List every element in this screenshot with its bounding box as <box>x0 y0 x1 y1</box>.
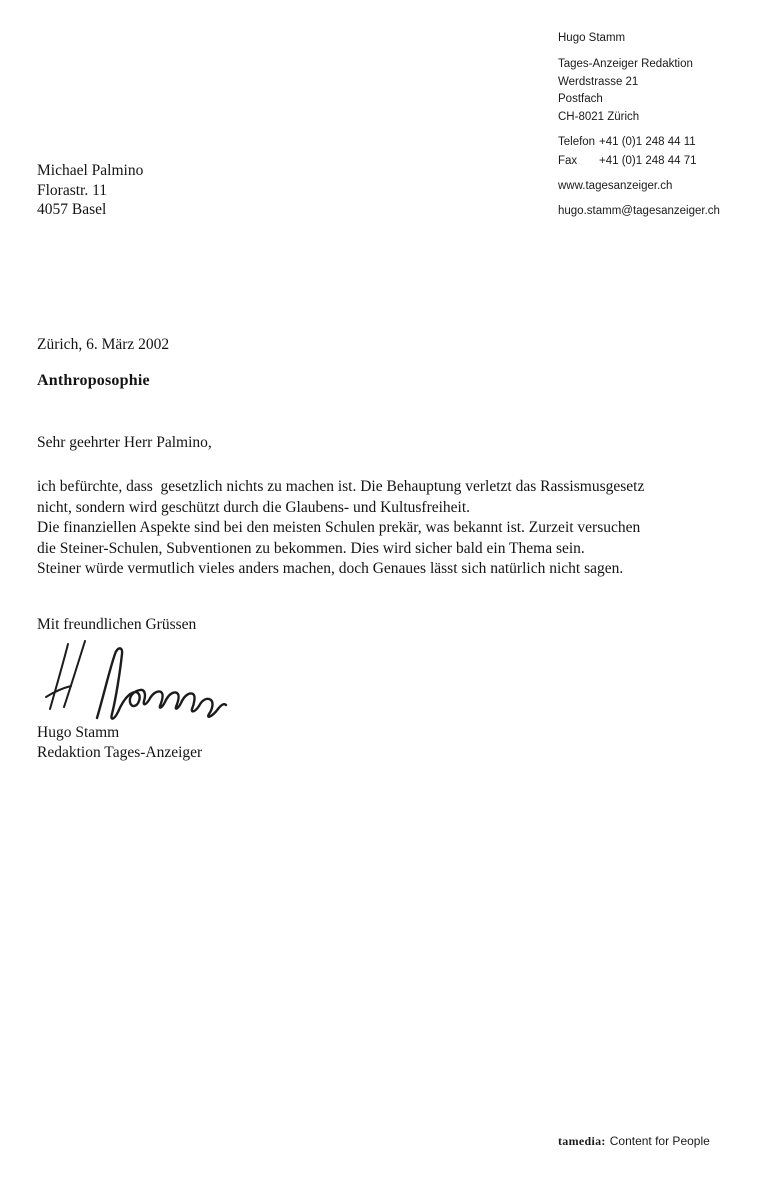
recipient-address <box>37 161 143 220</box>
tamedia-logo: tamedia: <box>558 1134 606 1148</box>
body-line: Steiner würde vermutlich vieles anders machen, doch Genaues lässt sich natürlich nicht sagen. <box>37 560 624 577</box>
signer-title: Redaktion Tages-Anzeiger <box>37 743 203 761</box>
phone-row <box>558 133 697 152</box>
recipient-city: 4057 Basel <box>37 201 107 218</box>
fax-row <box>558 152 697 171</box>
salutation: Sehr geehrter Herr Palmino, <box>37 434 212 451</box>
letter-body <box>37 477 644 580</box>
fax-label: Fax <box>558 154 578 167</box>
signature-block <box>37 723 202 762</box>
body-line: ich befürchte, dass gesetzlich nichts zu machen ist. Die Behauptung verletzt das Rassismusgesetz <box>37 478 645 495</box>
recipient-street: Florastr. 11 <box>37 181 108 199</box>
phone-label: Telefon <box>558 136 596 148</box>
subject-line: Anthroposophie <box>37 372 150 389</box>
sender-address-line: Werdstrasse 21 <box>558 75 639 88</box>
fax-number: +41 (0)1 248 44 71 <box>599 154 697 167</box>
sender-address <box>558 56 693 126</box>
sender-address-line: CH-8021 Zürich <box>558 110 640 123</box>
signature-slash-stroke <box>50 644 68 709</box>
sender-address-line: Tages-Anzeiger Redaktion <box>558 58 693 70</box>
sender-name: Hugo Stamm <box>558 32 626 44</box>
sender-address-line: Postfach <box>558 93 603 105</box>
body-line: die Steiner-Schulen, Subventionen zu bekommen. Dies wird sicher bald ein Thema sein. <box>37 539 585 557</box>
phone-number: +41 (0)1 248 44 11 <box>599 136 696 148</box>
sender-contacts <box>558 133 697 170</box>
handwritten-signature <box>44 640 229 722</box>
sender-website: www.tagesanzeiger.ch <box>558 180 673 192</box>
body-line: nicht, sondern wird geschützt durch die Glaubens- und Kultusfreiheit. <box>37 498 471 516</box>
dateline: Zürich, 6. März 2002 <box>37 336 170 353</box>
signer-name: Hugo Stamm <box>37 724 120 741</box>
footer-tagline: Content for People <box>609 1134 710 1148</box>
footer <box>558 1134 710 1149</box>
closing-phrase: Mit freundlichen Grüssen <box>37 616 197 633</box>
body-line: Die finanziellen Aspekte sind bei den meisten Schulen prekär, was bekannt ist. Zurzeit versuchen <box>37 519 641 536</box>
sender-email: hugo.stamm@tagesanzeiger.ch <box>558 205 720 217</box>
letterhead <box>558 30 758 230</box>
signature-main-stroke <box>97 648 226 718</box>
recipient-name: Michael Palmino <box>37 162 144 179</box>
